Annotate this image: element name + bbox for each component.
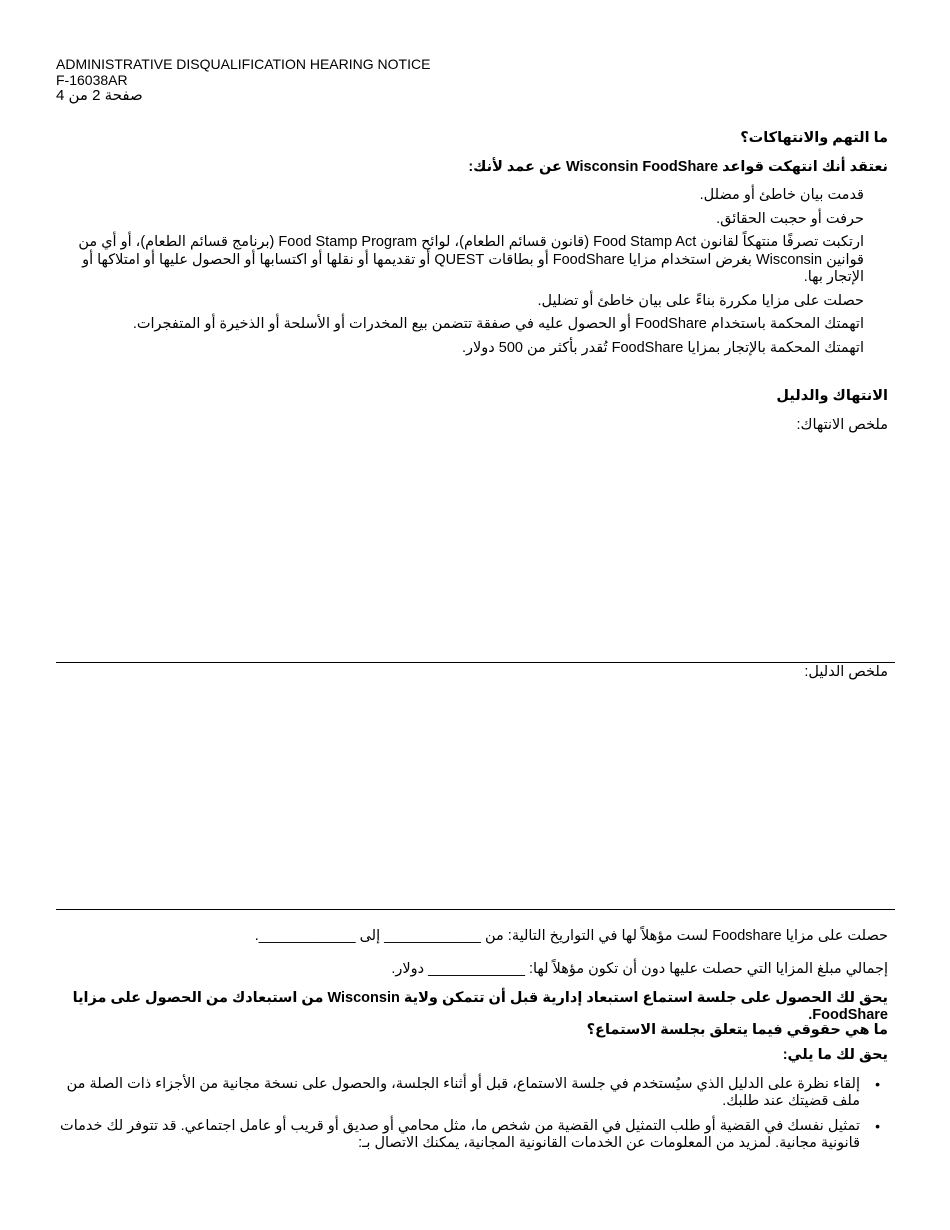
page-number: صفحة 2 من 4 xyxy=(56,87,143,104)
charges-list xyxy=(74,187,864,363)
benefit-dates-line: حصلت على مزايا Foodshare لست مؤهلاً لها في التواريخ التالية: من ____________ إلى ____________. xyxy=(254,928,888,944)
divider xyxy=(56,909,895,910)
right-item: • إلقاء نظرة على الدليل الذي سيُستخدم في جلسة الاستماع، قبل أو أثناء الجلسة، والحصول على نسخة مجانية من الأجزاء ذات الصلة من ملف قضيتك عند طلبك. xyxy=(58,1076,888,1110)
charges-intro: نعتقد أنك انتهكت قواعد Wisconsin FoodShare عن عمد لأنك: xyxy=(468,159,888,175)
charge-item: حرفت أو حجبت الحقائق. xyxy=(716,210,864,227)
benefit-amount-line: إجمالي مبلغ المزايا التي حصلت عليها دون أن تكون مؤهلاً لها: ____________ دولار. xyxy=(391,961,888,977)
charge-item: ارتكبت تصرفًا منتهكاً لقانون Food Stamp Act (قانون قسائم الطعام)، لوائح Food Stamp Program (برنامج قسائم الطعام)، أو أي من قوانين Wisconsin بغرض استخدام مزايا FoodShare أو بطاقات QUEST أو تقديمها أو نقلها أو اكتسابها أو الحصول عليها أو امتلاكها أو الإتجار بها. xyxy=(78,234,864,285)
violation-summary-label: ملخص الانتهاك: xyxy=(796,417,888,433)
evidence-summary-label: ملخص الدليل: xyxy=(804,664,888,680)
charges-heading: ما التهم والانتهاكات؟ xyxy=(740,130,888,146)
form-number: F-16038AR xyxy=(56,72,128,88)
charge-item: حصلت على مزايا مكررة بناءً على بيان خاطئ أو تضليل. xyxy=(537,292,864,309)
hearing-right-statement: يحق لك الحصول على جلسة استماع استبعاد إدارية قبل أن تتمكن ولاية Wisconsin من استبعادك من الحصول على مزايا FoodShare. xyxy=(72,990,888,1023)
rights-heading: ما هي حقوقي فيما يتعلق بجلسة الاستماع؟ xyxy=(586,1022,888,1038)
rights-list xyxy=(58,1076,888,1160)
charge-item: اتهمتك المحكمة باستخدام FoodShare أو الحصول عليه في صفقة تتضمن بيع المخدرات أو الأسلحة أو الذخيرة أو المتفجرات. xyxy=(132,316,864,332)
divider xyxy=(56,662,895,663)
right-item: • تمثيل نفسك في القضية أو طلب التمثيل في القضية من شخص ما، مثل محامي أو صديق أو قريب أو عامل اجتماعي. قد تتوفر لك خدمات قانونية مجانية. لمزيد من المعلومات عن الخدمات القانونية المجانية، يمكنك الاتصال بـ: xyxy=(58,1118,888,1152)
form-title: ADMINISTRATIVE DISQUALIFICATION HEARING NOTICE xyxy=(56,56,431,72)
violation-heading: الانتهاك والدليل xyxy=(776,388,888,404)
form-header xyxy=(56,56,430,104)
charge-item: اتهمتك المحكمة بالإتجار بمزايا FoodShare تُقدر بأكثر من 500 دولار. xyxy=(461,339,864,356)
rights-subheading: يحق لك ما يلي: xyxy=(782,1047,888,1063)
charge-item: قدمت بيان خاطئ أو مضلل. xyxy=(699,187,864,203)
